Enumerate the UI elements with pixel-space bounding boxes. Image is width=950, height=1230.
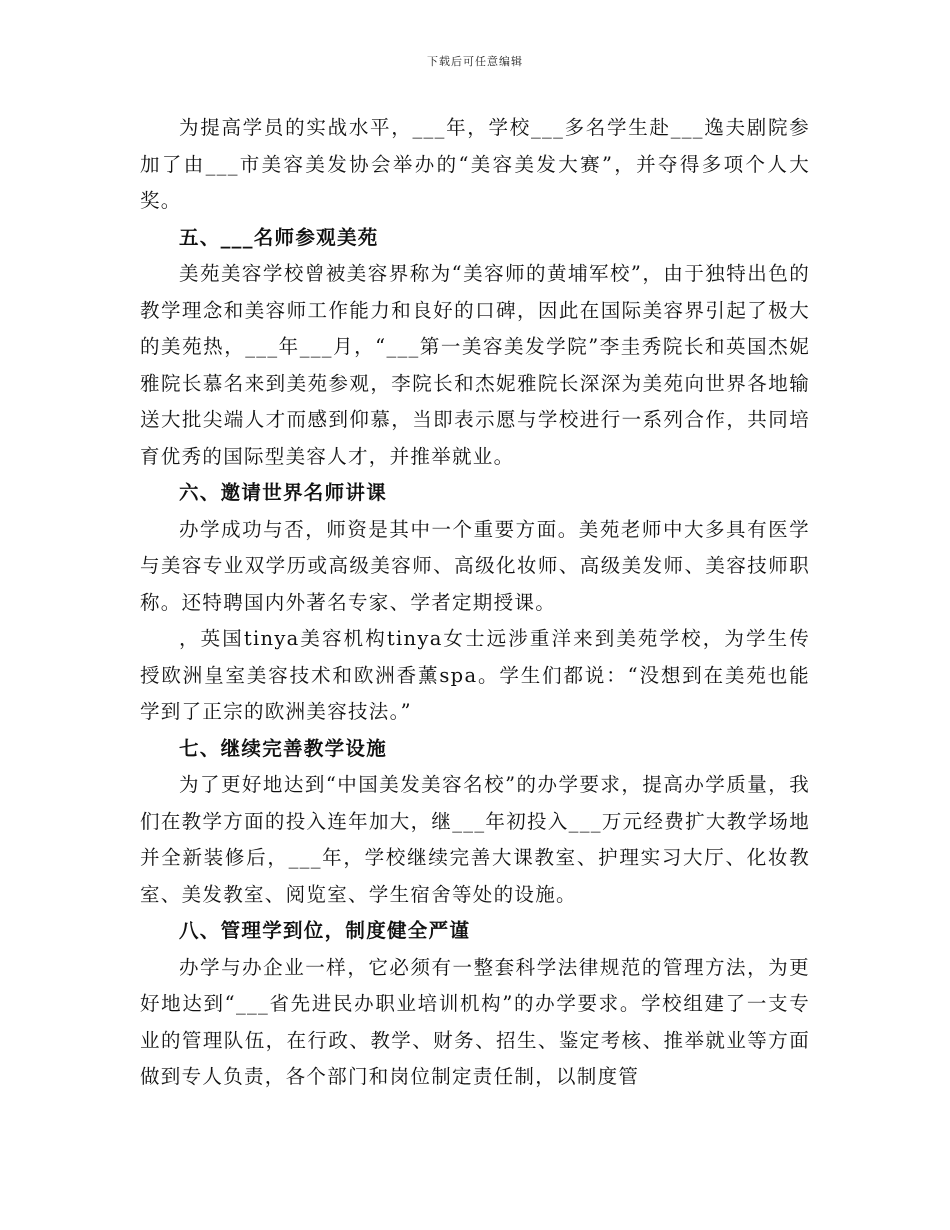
paragraph-visit: 美苑美容学校曾被美容界称为“美容师的黄埔军校”，由于独特出色的教学理念和美容师工作能力和良好的口碑，因此在国际美容界引起了极大的美苑热，___年___月，“___第一美容美发学院”李圭秀院长和英国杰妮雅院长慕名来到美苑参观，李院长和杰妮雅院长深深为美苑向世界各地输送大批尖端人才而感到仰慕，当即表示愿与学校进行一系列合作，共同培育优秀的国际型美容人才，并推举就业。: [140, 262, 810, 468]
paragraph-management: 办学与办企业一样，它必须有一整套科学法律规范的管理方法，为更好地达到“___省先进民办职业培训机构”的办学要求。学校组建了一支专业的管理队伍，在行政、教学、财务、招生、鉴定考核、推举就业等方面做到专人负责，各个部门和岗位制定责任制，以制度管: [140, 955, 810, 1088]
paragraph-facilities: 为了更好地达到“中国美发美容名校”的办学要求，提高办学质量，我们在教学方面的投入连年加大，继___年初投入___万元经费扩大教学场地并全新装修后，___年，学校继续完善大课教室、护理实习大厅、化妆教室、美发教室、阅览室、学生宿舍等处的设施。: [140, 773, 810, 906]
section-heading-8: 八、管理学到位，制度健全严谨: [179, 919, 471, 942]
section-heading-6: 六、邀请世界名师讲课: [179, 481, 388, 504]
section-heading-7: 七、继续完善教学设施: [179, 736, 388, 760]
document-body: [140, 110, 810, 1096]
section-heading-5: 五、___名师参观美苑: [179, 225, 379, 249]
page-header: 下载后可任意编辑: [427, 55, 523, 68]
paragraph-tinya: ，英国tinya美容机构tinya女士远涉重洋来到美苑学校，为学生传授欧洲皇室美容技术和欧洲香薰spa。学生们都说：“没想到在美苑也能学到了正宗的欧洲美容技法。”: [140, 627, 810, 723]
paragraph-competition: 为提高学员的实战水平，___年，学校___多名学生赴___逸夫剧院参加了由___市美容美发协会举办的“美容美发大赛”，并夺得多项个人大奖。: [140, 116, 810, 212]
paragraph-faculty: 办学成功与否，师资是其中一个重要方面。美苑老师中大多具有医学与美容专业双学历或高级美容师、高级化妆师、高级美发师、美容技师职称。还特聘国内外著名专家、学者定期授课。: [140, 517, 810, 614]
